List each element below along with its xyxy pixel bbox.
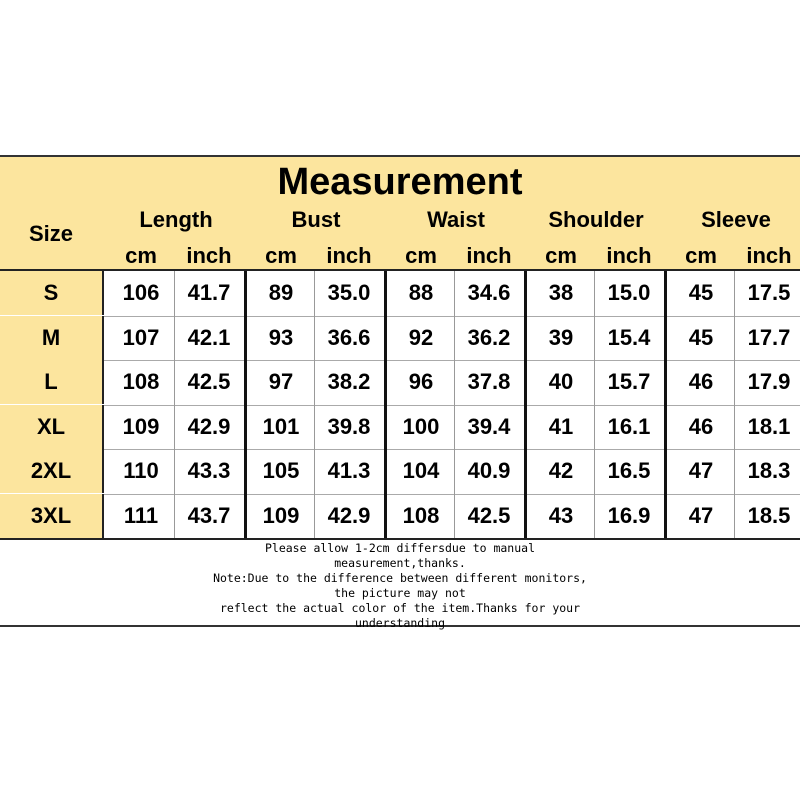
note-line: measurement,thanks. bbox=[334, 556, 466, 570]
value-cell: 97 bbox=[268, 369, 294, 394]
value-cell: 108 bbox=[122, 369, 160, 394]
measurement-chart bbox=[0, 155, 800, 630]
value-cell: 96 bbox=[408, 369, 434, 394]
value-cell: 105 bbox=[262, 458, 300, 483]
value-cell: 37.8 bbox=[467, 369, 511, 394]
note-line: Note:Due to the difference between different monitors, bbox=[213, 571, 587, 585]
row-divider bbox=[104, 449, 800, 450]
unit-header-cm: cm bbox=[125, 243, 157, 268]
value-cell: 46 bbox=[688, 413, 714, 439]
value-cell: 108 bbox=[402, 502, 440, 528]
value-cell: 17.7 bbox=[747, 324, 791, 350]
size-cell: L bbox=[0, 360, 104, 404]
value-cell: 18.3 bbox=[747, 458, 791, 483]
value-cell: 39 bbox=[548, 324, 574, 350]
table-row bbox=[0, 271, 800, 315]
table-row bbox=[0, 316, 800, 360]
unit-header-cm: cm bbox=[545, 243, 577, 268]
value-cell: 93 bbox=[268, 324, 294, 350]
value-cell: 42.1 bbox=[187, 324, 231, 350]
row-divider bbox=[104, 494, 800, 495]
value-cell: 104 bbox=[402, 458, 440, 483]
value-cell: 17.5 bbox=[747, 280, 791, 305]
value-cell: 18.5 bbox=[747, 502, 791, 528]
row-divider bbox=[104, 405, 800, 406]
value-cell: 38 bbox=[548, 280, 574, 305]
value-cell: 106 bbox=[122, 280, 160, 305]
table-bottom-border bbox=[0, 538, 800, 540]
table-row bbox=[0, 405, 800, 449]
value-cell: 43.7 bbox=[187, 502, 231, 528]
size-cell: M bbox=[0, 316, 104, 360]
measurement-note bbox=[0, 541, 800, 630]
size-column-header: Size bbox=[28, 221, 74, 246]
table-header bbox=[0, 157, 800, 271]
chart-title: Measurement bbox=[277, 161, 523, 203]
size-cell: 3XL bbox=[0, 494, 104, 538]
group-divider bbox=[664, 271, 667, 538]
unit-divider bbox=[174, 271, 175, 538]
value-cell: 47 bbox=[688, 502, 714, 528]
value-cell: 41.7 bbox=[187, 280, 231, 305]
unit-header-inch: inch bbox=[466, 243, 512, 268]
value-cell: 42.9 bbox=[327, 502, 371, 528]
unit-header-cm: cm bbox=[685, 243, 717, 268]
row-divider bbox=[104, 360, 800, 361]
value-cell: 39.8 bbox=[327, 413, 371, 439]
value-cell: 38.2 bbox=[327, 369, 371, 394]
value-cell: 40.9 bbox=[467, 458, 511, 483]
value-cell: 36.6 bbox=[327, 324, 371, 350]
size-cell: S bbox=[0, 271, 104, 315]
value-cell: 17.9 bbox=[747, 369, 791, 394]
value-cell: 45 bbox=[688, 324, 714, 350]
value-cell: 89 bbox=[268, 280, 294, 305]
table-row bbox=[0, 360, 800, 404]
value-cell: 42.5 bbox=[467, 502, 511, 528]
value-cell: 35.0 bbox=[327, 280, 371, 305]
unit-header-cm: cm bbox=[405, 243, 437, 268]
value-cell: 16.9 bbox=[607, 502, 651, 528]
row-divider bbox=[104, 316, 800, 317]
note-line: Please allow 1-2cm differsdue to manual bbox=[264, 541, 536, 555]
value-cell: 41 bbox=[548, 413, 574, 439]
table-row bbox=[0, 494, 800, 538]
unit-header-inch: inch bbox=[606, 243, 652, 268]
group-divider bbox=[244, 271, 247, 538]
value-cell: 39.4 bbox=[467, 413, 511, 439]
value-cell: 42.9 bbox=[187, 413, 231, 439]
table-row bbox=[0, 449, 800, 493]
value-cell: 109 bbox=[262, 502, 300, 528]
value-cell: 36.2 bbox=[467, 324, 511, 350]
unit-header-inch: inch bbox=[746, 243, 792, 268]
unit-header-cm: cm bbox=[265, 243, 297, 268]
value-cell: 16.1 bbox=[607, 413, 651, 439]
group-divider bbox=[384, 271, 387, 538]
note-line: reflect the actual color of the item.Thanks for your bbox=[219, 601, 581, 615]
value-cell: 15.4 bbox=[607, 324, 651, 350]
value-cell: 42.5 bbox=[187, 369, 231, 394]
value-cell: 110 bbox=[123, 458, 159, 483]
unit-divider bbox=[314, 271, 315, 538]
value-cell: 100 bbox=[402, 413, 440, 439]
value-cell: 45 bbox=[688, 280, 714, 305]
value-cell: 42 bbox=[548, 458, 574, 483]
value-cell: 46 bbox=[688, 369, 714, 394]
value-cell: 47 bbox=[688, 458, 714, 483]
group-header-waist: Waist bbox=[427, 207, 485, 232]
value-cell: 43.3 bbox=[187, 458, 231, 483]
value-cell: 15.0 bbox=[607, 280, 651, 305]
value-cell: 111 bbox=[123, 502, 159, 528]
size-cell: 2XL bbox=[0, 449, 104, 493]
unit-divider bbox=[594, 271, 595, 538]
note-line: the picture may not bbox=[334, 586, 466, 600]
group-header-length: Length bbox=[139, 207, 213, 232]
value-cell: 92 bbox=[408, 324, 434, 350]
value-cell: 107 bbox=[122, 324, 160, 350]
unit-divider bbox=[454, 271, 455, 538]
value-cell: 41.3 bbox=[327, 458, 371, 483]
group-header-bust: Bust bbox=[291, 207, 341, 232]
size-cell: XL bbox=[0, 405, 104, 449]
unit-divider bbox=[734, 271, 735, 538]
unit-header-inch: inch bbox=[186, 243, 232, 268]
value-cell: 34.6 bbox=[467, 280, 511, 305]
value-cell: 16.5 bbox=[607, 458, 651, 483]
value-cell: 18.1 bbox=[747, 413, 791, 439]
group-header-shoulder: Shoulder bbox=[548, 207, 644, 232]
value-cell: 15.7 bbox=[607, 369, 651, 394]
group-divider bbox=[524, 271, 527, 538]
value-cell: 40 bbox=[548, 369, 574, 394]
note-line: understanding bbox=[354, 616, 445, 630]
value-cell: 109 bbox=[122, 413, 160, 439]
group-header-sleeve: Sleeve bbox=[701, 207, 771, 232]
value-cell: 88 bbox=[408, 280, 434, 305]
value-cell: 43 bbox=[548, 502, 574, 528]
value-cell: 101 bbox=[262, 413, 300, 439]
unit-header-inch: inch bbox=[326, 243, 372, 268]
